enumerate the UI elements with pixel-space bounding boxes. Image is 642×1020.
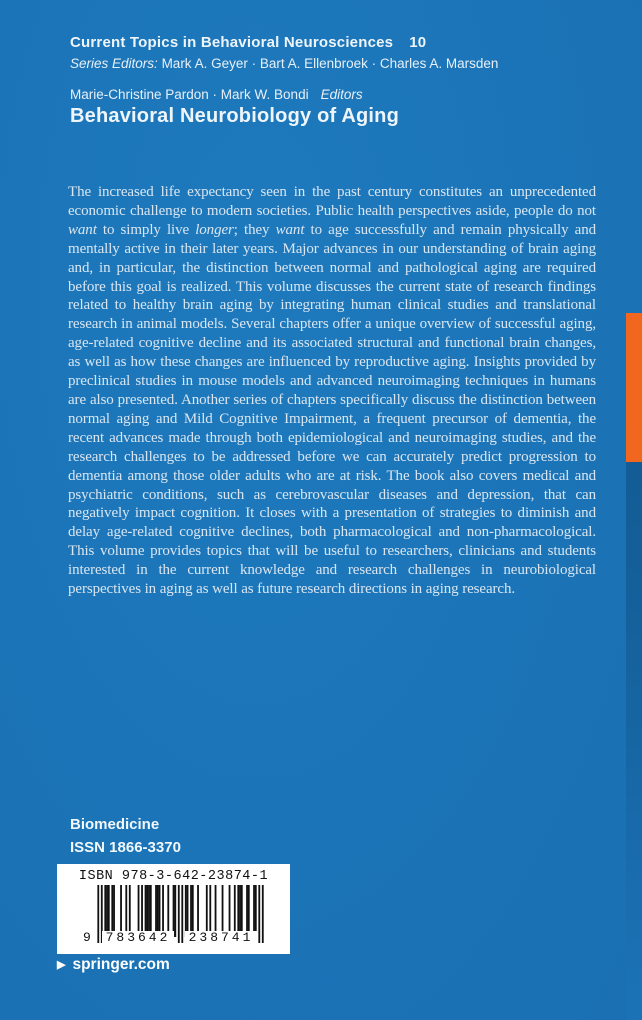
publisher-website-line: [57, 956, 170, 974]
triangle-arrow-icon: ▶: [57, 958, 66, 971]
ean13-barcode: [83, 885, 264, 945]
blurb-segment: longer: [195, 221, 234, 238]
publisher-website: springer.com: [72, 956, 170, 973]
series-title-line: [70, 34, 498, 51]
spine-accent-orange-tab: [626, 313, 642, 462]
volume-editors-line: [70, 87, 498, 102]
series-number: 10: [409, 34, 427, 51]
subject-category: Biomedicine: [70, 816, 160, 833]
barcode-digit-group: 238741: [185, 931, 257, 945]
blurb-segment: The increased life expectancy seen in the past century constitutes an unprecedented economic challenge to modern societies. Public health perspectives aside, people do not: [68, 184, 596, 219]
editors-label: Editors: [320, 87, 363, 102]
blurb-segment: to simply live: [96, 221, 196, 238]
blurb-segment: to age successfully and remain physically and mentally active in their later years. Major advances in our understanding of brain aging and, in particular, the distinction between normal and pathological aging are required before this goal is realized. This volume discusses the current state of research findings related to healthy brain aging by integrating human clinical studies and translational research in animal models. Several chapters offer a unique overview of successful aging, age-related cognitive decline and its associated structural and functional brain changes, as well as how these changes are influenced by reproductive aging. Insights provided by preclinical studies in mouse models and advanced neuroimaging techniques in humans are also presented. Another series of chapters specifically discuss the distinction between normal aging and Mild Cognitive Impairment, a frequent precursor of dementia, the recent advances made through both epidemiological and neuroimaging studies, and the research challenges to be addressed before we can accurately predict progression to dementia among those older adults who are at risk. The book also covers medical and psychiatric conditions, such as cerebrovascular diseases and depression, that can negatively impact cognition. It closes with a presentation of strategies to diminish and delay age-related cognitive declines, both pharmacological and non-pharmacological. This volume provides topics that will be useful to researchers, clinicians and students interested in the current knowledge and research challenges in neurobiological perspectives in aging as well as future research directions in aging research.: [68, 221, 596, 598]
blurb-segment: want: [275, 221, 305, 238]
series-editors-line: [70, 56, 498, 71]
blurb-segment: ; they: [233, 221, 276, 238]
series-title: Current Topics in Behavioral Neurosciences: [70, 34, 394, 51]
book-title: Behavioral Neurobiology of Aging: [70, 105, 400, 127]
issn-number: ISSN 1866-3370: [70, 839, 181, 856]
blurb-segment: want: [68, 221, 97, 238]
volume-editors-names: Marie-Christine Pardon · Mark W. Bondi: [70, 87, 309, 102]
series-editors-label: Series Editors:: [70, 56, 158, 71]
back-cover-blurb: [68, 183, 596, 599]
spine-edge-shadow: [626, 462, 642, 1020]
cover-header: [70, 34, 498, 128]
series-editors-names: Mark A. Geyer · Bart A. Ellenbroek · Charles A. Marsden: [161, 56, 499, 71]
barcode-digit-group: 783642: [102, 931, 174, 945]
isbn-label: ISBN 978-3-642-23874-1: [78, 869, 269, 884]
isbn-barcode-box: [57, 864, 290, 954]
barcode-digit-group: 9: [83, 930, 91, 945]
